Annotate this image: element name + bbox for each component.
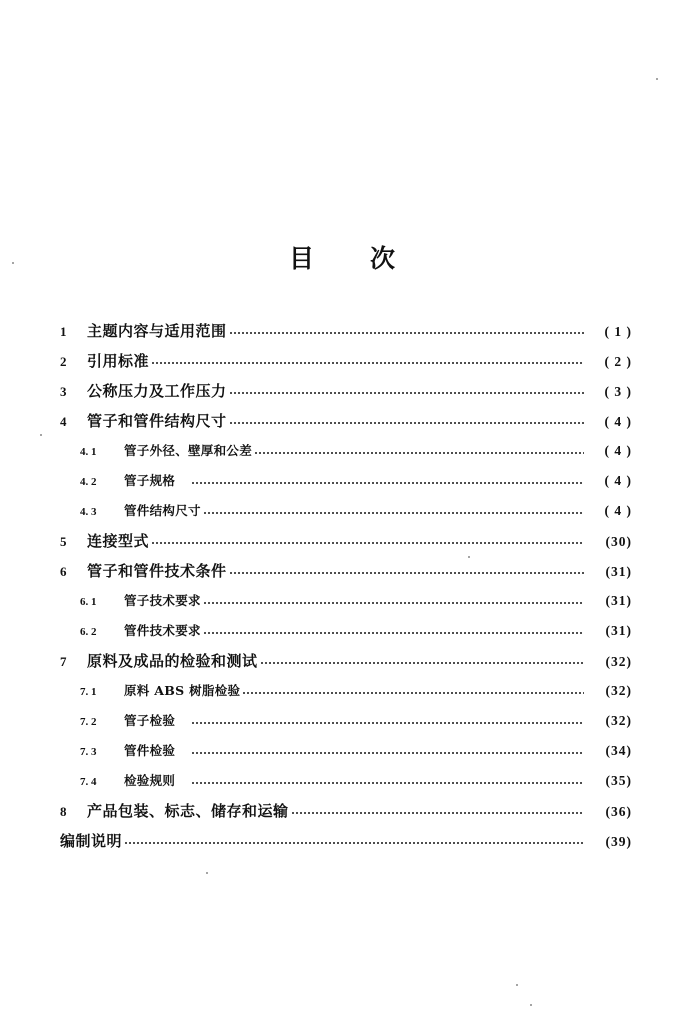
dot-leader bbox=[242, 692, 584, 694]
toc-page-number: (34) bbox=[605, 743, 632, 758]
toc-number: 4 bbox=[60, 414, 67, 429]
toc-number: 1 bbox=[60, 324, 67, 339]
toc-page-number: ( 4 ) bbox=[604, 414, 632, 429]
toc-entry-7-1[interactable] bbox=[60, 676, 632, 706]
toc-entry-3[interactable] bbox=[60, 376, 632, 406]
toc-title: 原料 ABS 树脂检验 bbox=[124, 683, 241, 698]
dot-leader bbox=[203, 602, 584, 604]
toc-title: 产品包装、标志、储存和运输 bbox=[87, 802, 289, 820]
toc-title: 管子和管件结构尺寸 bbox=[87, 412, 227, 430]
toc-entry-7-4[interactable] bbox=[60, 766, 632, 796]
dot-leader bbox=[191, 782, 584, 784]
toc-number: 7. 4 bbox=[80, 776, 97, 788]
toc-page-number: (32) bbox=[605, 654, 632, 669]
toc-number: 4. 1 bbox=[80, 446, 97, 458]
dot-leader bbox=[229, 332, 584, 334]
toc-page-number: (36) bbox=[605, 804, 632, 819]
toc-title: 管件结构尺寸 bbox=[124, 503, 201, 518]
page-title: 目 次 bbox=[288, 243, 397, 273]
scan-speck bbox=[468, 556, 470, 558]
scan-speck bbox=[656, 78, 658, 80]
toc-number: 6 bbox=[60, 564, 67, 579]
toc-number: 7. 3 bbox=[80, 746, 97, 758]
toc-entry-8[interactable] bbox=[60, 796, 632, 826]
table-of-contents bbox=[60, 316, 632, 856]
toc-page-number: (30) bbox=[605, 534, 632, 549]
toc-page-number: (35) bbox=[605, 773, 632, 788]
toc-number: 6. 1 bbox=[80, 596, 97, 608]
toc-title: 原料及成品的检验和测试 bbox=[87, 652, 258, 670]
toc-title: 管子外径、壁厚和公差 bbox=[124, 443, 253, 458]
dot-leader bbox=[229, 422, 584, 424]
toc-number: 8 bbox=[60, 804, 67, 819]
toc-page-number: ( 3 ) bbox=[604, 384, 632, 399]
toc-entry-1[interactable] bbox=[60, 316, 632, 346]
dot-leader bbox=[229, 392, 584, 394]
toc-page-number: ( 4 ) bbox=[604, 443, 632, 458]
toc-title: 公称压力及工作压力 bbox=[87, 382, 227, 400]
toc-title: 引用标准 bbox=[87, 352, 150, 370]
dot-leader bbox=[254, 452, 584, 454]
toc-title: 编制说明 bbox=[60, 832, 123, 850]
toc-entry-6-1[interactable] bbox=[60, 586, 632, 616]
scan-speck bbox=[12, 262, 14, 264]
toc-title: 管子和管件技术条件 bbox=[87, 562, 227, 580]
toc-number: 5 bbox=[60, 534, 67, 549]
toc-number: 2 bbox=[60, 354, 67, 369]
toc-title: 检验规则 bbox=[124, 773, 176, 788]
toc-entry-7[interactable] bbox=[60, 646, 632, 676]
toc-entry-7-2[interactable] bbox=[60, 706, 632, 736]
dot-leader bbox=[291, 812, 584, 814]
dot-leader bbox=[229, 572, 584, 574]
toc-title: 管件检验 bbox=[124, 743, 176, 758]
dot-leader bbox=[191, 722, 584, 724]
toc-entry-4[interactable] bbox=[60, 406, 632, 436]
toc-number: 3 bbox=[60, 384, 67, 399]
scan-speck bbox=[206, 872, 208, 874]
toc-number: 7. 1 bbox=[80, 686, 97, 698]
toc-number: 4. 3 bbox=[80, 506, 97, 518]
toc-title: 主题内容与适用范围 bbox=[87, 322, 227, 340]
toc-title: 管子检验 bbox=[124, 713, 176, 728]
toc-number: 6. 2 bbox=[80, 626, 97, 638]
toc-page-number: (32) bbox=[605, 683, 632, 698]
toc-page-number: ( 4 ) bbox=[604, 473, 632, 488]
toc-title: 管子规格 bbox=[124, 473, 176, 488]
toc-entry-4-1[interactable] bbox=[60, 436, 632, 466]
toc-page-number: ( 2 ) bbox=[604, 354, 632, 369]
toc-entry-notes[interactable] bbox=[60, 826, 632, 856]
toc-number: 4. 2 bbox=[80, 476, 97, 488]
toc-page-number: (31) bbox=[605, 593, 632, 608]
toc-entry-6-2[interactable] bbox=[60, 616, 632, 646]
dot-leader bbox=[191, 752, 584, 754]
toc-title: 管件技术要求 bbox=[124, 623, 201, 638]
scan-speck bbox=[530, 1004, 532, 1006]
toc-title: 连接型式 bbox=[87, 532, 150, 550]
dot-leader bbox=[124, 842, 584, 844]
toc-entry-7-3[interactable] bbox=[60, 736, 632, 766]
toc-entry-6[interactable] bbox=[60, 556, 632, 586]
toc-title: 管子技术要求 bbox=[124, 593, 201, 608]
toc-page-number: (39) bbox=[605, 834, 632, 849]
toc-entry-4-2[interactable] bbox=[60, 466, 632, 496]
scan-speck bbox=[40, 434, 42, 436]
dot-leader bbox=[151, 542, 584, 544]
toc-page-number: (31) bbox=[605, 623, 632, 638]
toc-page-number: ( 4 ) bbox=[604, 503, 632, 518]
scan-speck bbox=[516, 984, 518, 986]
toc-page-number: (31) bbox=[605, 564, 632, 579]
toc-number: 7. 2 bbox=[80, 716, 97, 728]
dot-leader bbox=[203, 512, 584, 514]
toc-number: 7 bbox=[60, 654, 67, 669]
toc-page-number: (32) bbox=[605, 713, 632, 728]
dot-leader bbox=[151, 362, 584, 364]
toc-entry-2[interactable] bbox=[60, 346, 632, 376]
dot-leader bbox=[203, 632, 584, 634]
toc-entry-5[interactable] bbox=[60, 526, 632, 556]
dot-leader bbox=[260, 662, 584, 664]
toc-entry-4-3[interactable] bbox=[60, 496, 632, 526]
toc-page-number: ( 1 ) bbox=[604, 324, 632, 339]
dot-leader bbox=[191, 482, 584, 484]
